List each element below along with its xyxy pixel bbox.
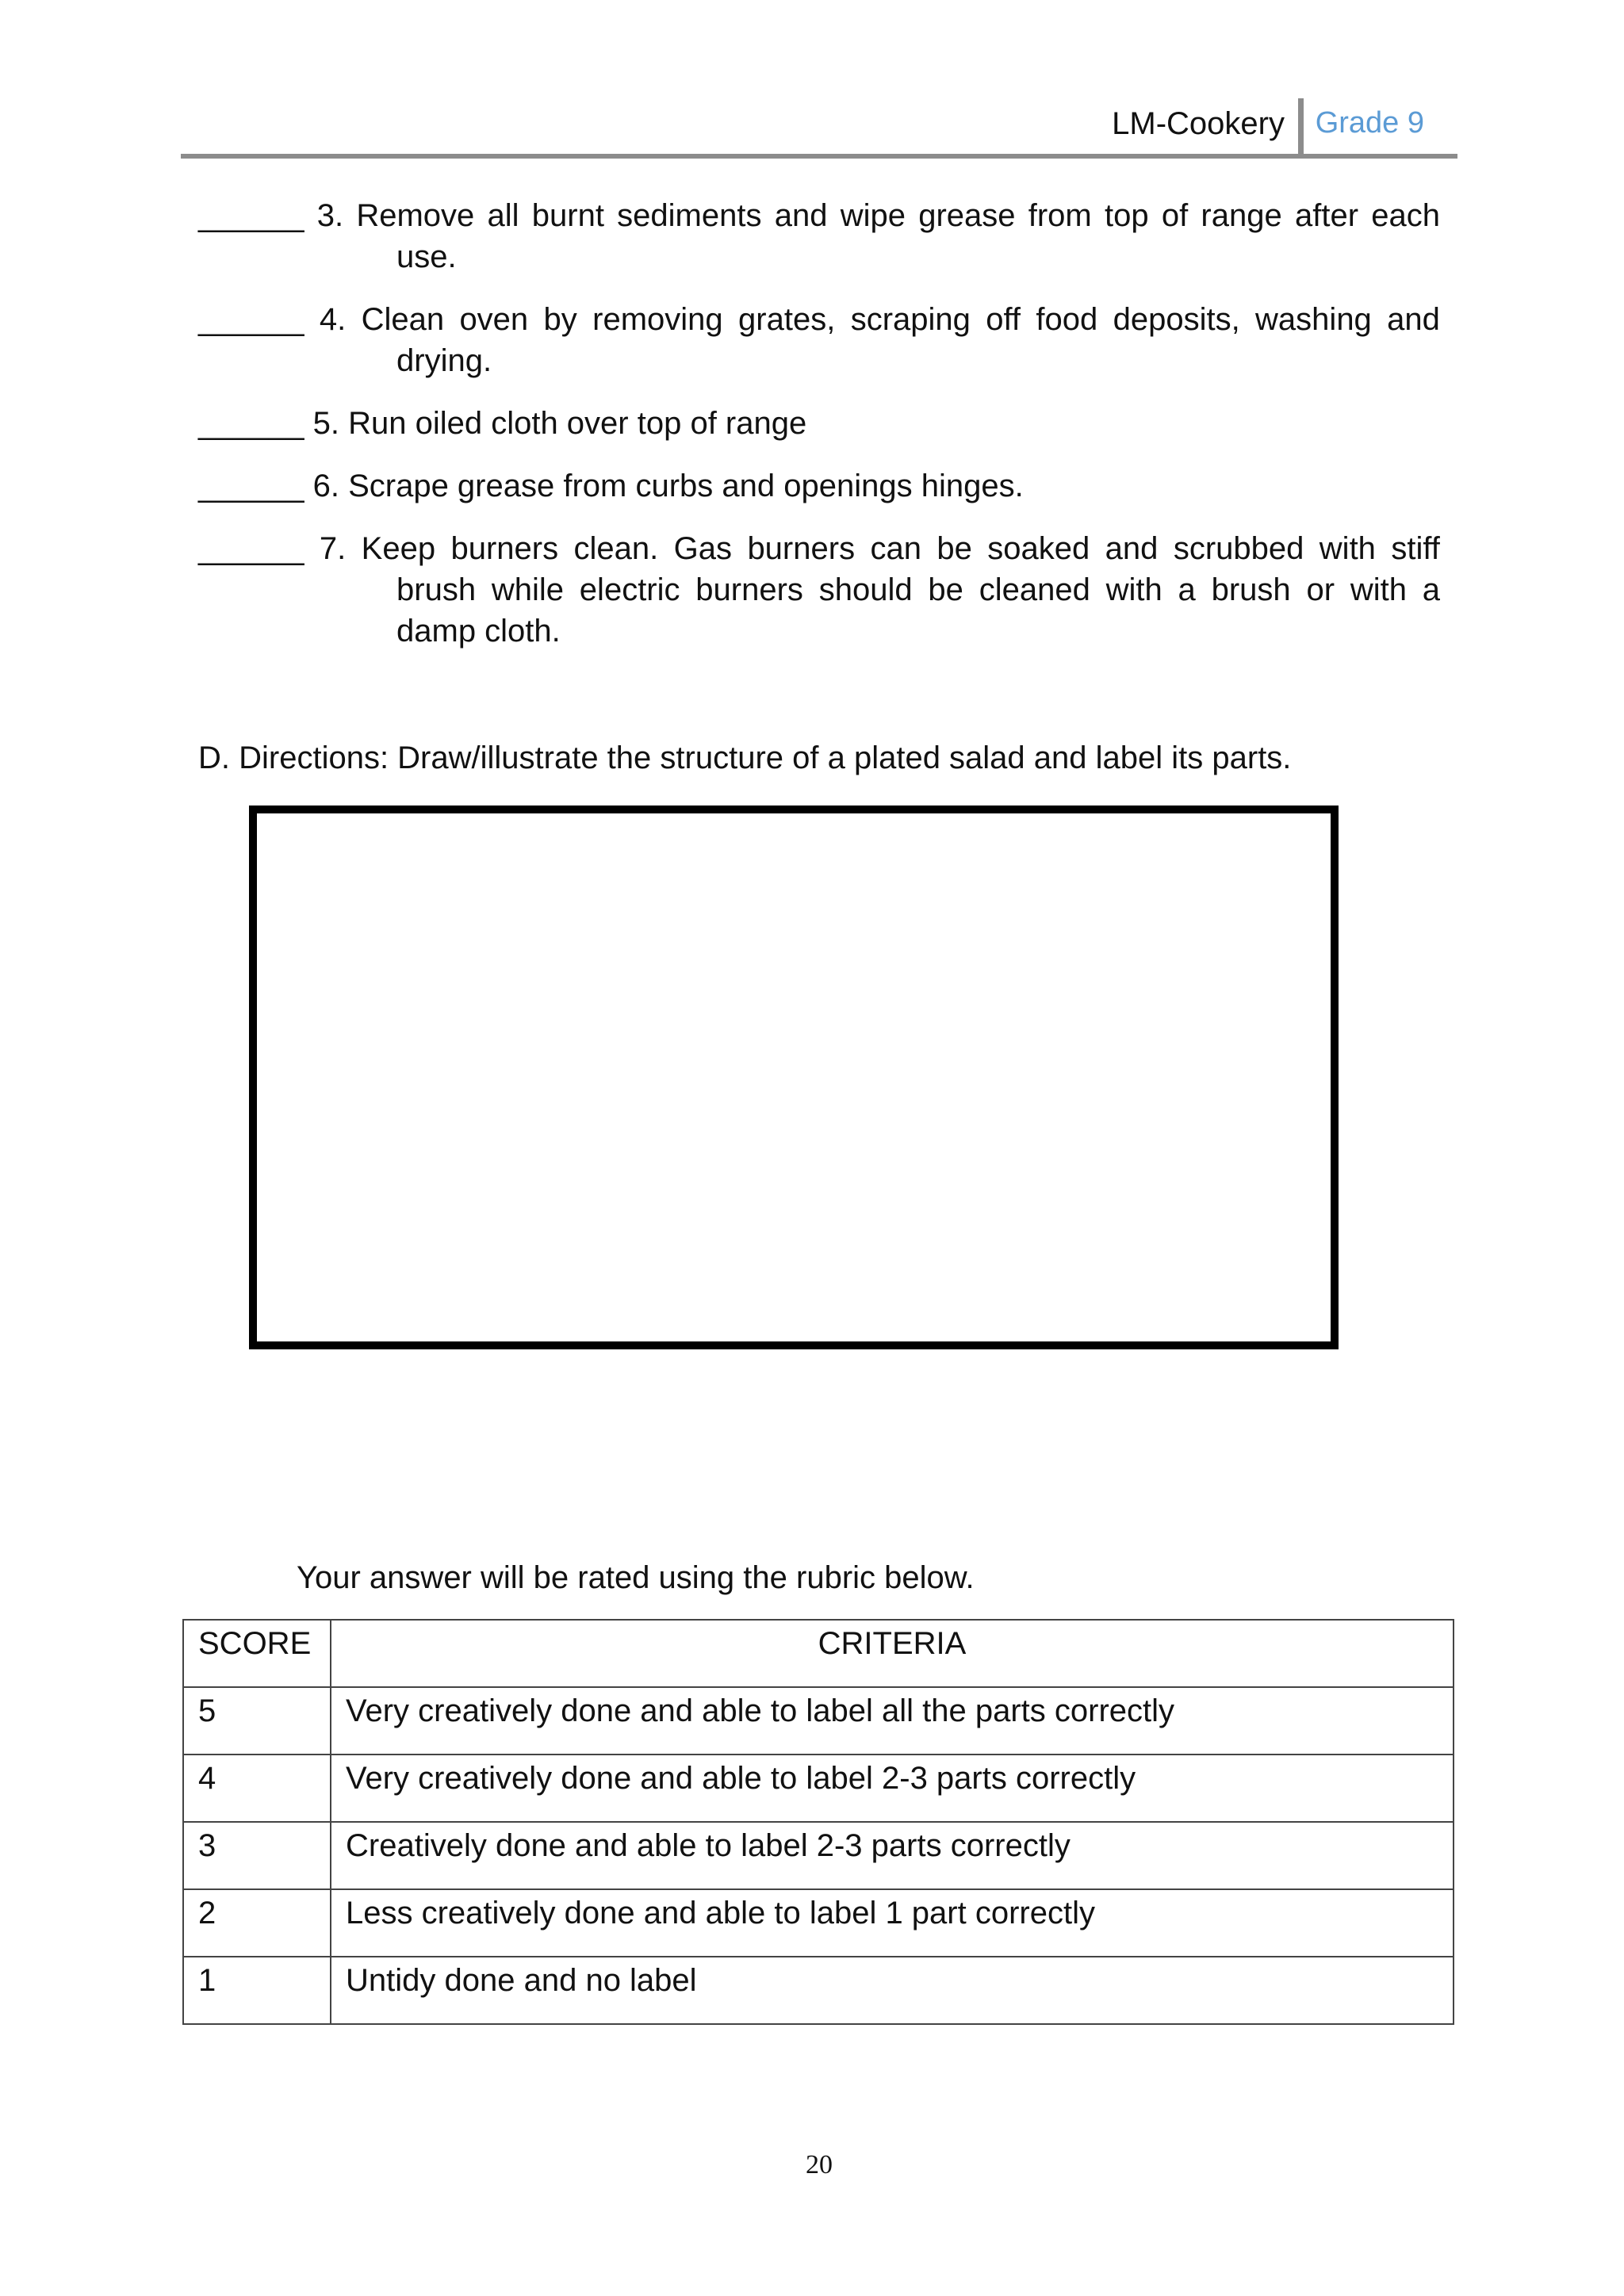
answer-blank[interactable]: ______ bbox=[198, 469, 304, 503]
list-item bbox=[198, 403, 1440, 444]
item-word: oven bbox=[459, 302, 529, 337]
item-text bbox=[304, 403, 312, 444]
item-word: grease bbox=[918, 198, 1016, 233]
item-word: all bbox=[487, 198, 519, 233]
score-cell: 2 bbox=[183, 1889, 331, 1957]
item-line bbox=[198, 528, 1440, 569]
item-word: deposits, bbox=[1113, 302, 1240, 337]
table-row bbox=[183, 1822, 1454, 1889]
item-word: 7. bbox=[319, 531, 347, 566]
criteria-cell: Very creatively done and able to label all the parts correctly bbox=[331, 1687, 1454, 1755]
item-word: with bbox=[1319, 531, 1376, 566]
cleaning-steps-list bbox=[198, 195, 1440, 673]
item-line bbox=[198, 403, 1440, 444]
item-word: and bbox=[1105, 531, 1159, 566]
header-rule bbox=[181, 154, 1457, 159]
item-word: scraping bbox=[850, 302, 971, 337]
item-continuation: brush while electric burners should be cleaned with a brush or with a bbox=[396, 572, 1440, 607]
rubric-table bbox=[182, 1619, 1454, 2025]
item-word: and bbox=[774, 198, 828, 233]
item-word: 4. bbox=[319, 302, 347, 337]
item-word: top bbox=[1104, 198, 1149, 233]
item-word: Keep bbox=[361, 531, 436, 566]
list-item bbox=[198, 528, 1440, 652]
score-header: SCORE bbox=[183, 1620, 331, 1687]
table-row bbox=[183, 1889, 1454, 1957]
list-item bbox=[198, 195, 1440, 277]
item-text: 5. Run oiled cloth over top of range bbox=[312, 406, 807, 441]
item-word: soaked bbox=[987, 531, 1090, 566]
item-word: range bbox=[1201, 198, 1282, 233]
item-word: burners bbox=[450, 531, 559, 566]
item-word: each bbox=[1371, 198, 1440, 233]
score-cell: 5 bbox=[183, 1687, 331, 1755]
item-continuation: drying. bbox=[396, 343, 492, 378]
item-text: 6. Scrape grease from curbs and openings hinges. bbox=[312, 469, 1024, 503]
answer-blank[interactable]: ______ bbox=[198, 198, 304, 233]
item-continuation: damp cloth. bbox=[396, 614, 561, 649]
score-cell: 1 bbox=[183, 1957, 331, 2024]
answer-blank[interactable]: ______ bbox=[198, 406, 304, 441]
answer-blank[interactable]: ______ bbox=[198, 302, 304, 337]
directions-text: D. Directions: Draw/illustrate the structure of a plated salad and label its parts. bbox=[198, 740, 1292, 775]
criteria-cell: Untidy done and no label bbox=[331, 1957, 1454, 2024]
table-header-row bbox=[183, 1620, 1454, 1687]
item-text bbox=[304, 465, 312, 507]
list-item bbox=[198, 299, 1440, 381]
item-word: of bbox=[1161, 198, 1189, 233]
item-word: burners bbox=[747, 531, 856, 566]
item-continuation: use. bbox=[396, 239, 457, 274]
item-word: 3. bbox=[316, 198, 344, 233]
score-cell: 3 bbox=[183, 1822, 331, 1889]
item-word: from bbox=[1028, 198, 1092, 233]
criteria-cell: Less creatively done and able to label 1 part correctly bbox=[331, 1889, 1454, 1957]
table-row bbox=[183, 1755, 1454, 1822]
item-word: off bbox=[986, 302, 1021, 337]
item-word: be bbox=[936, 531, 972, 566]
item-word: Gas bbox=[673, 531, 733, 566]
item-word: stiff bbox=[1391, 531, 1440, 566]
item-word: removing bbox=[592, 302, 723, 337]
item-word: food bbox=[1036, 302, 1098, 337]
item-word: sediments bbox=[617, 198, 762, 233]
header-title: LM-Cookery bbox=[1112, 106, 1285, 141]
item-line bbox=[198, 465, 1440, 507]
criteria-cell: Very creatively done and able to label 2-3 parts correctly bbox=[331, 1755, 1454, 1822]
page-number: 20 bbox=[806, 2150, 833, 2179]
item-word: wipe bbox=[840, 198, 906, 233]
table-row bbox=[183, 1957, 1454, 2024]
criteria-cell: Creatively done and able to label 2-3 parts correctly bbox=[331, 1822, 1454, 1889]
criteria-header: CRITERIA bbox=[331, 1620, 1454, 1687]
table-row bbox=[183, 1687, 1454, 1755]
item-line bbox=[198, 299, 1440, 340]
item-word: grates, bbox=[738, 302, 836, 337]
item-word: clean. bbox=[573, 531, 659, 566]
list-item bbox=[198, 465, 1440, 507]
rubric-intro: Your answer will be rated using the rubric below. bbox=[297, 1560, 975, 1595]
item-word: Remove bbox=[356, 198, 475, 233]
drawing-area[interactable] bbox=[249, 806, 1339, 1349]
item-word: Clean bbox=[361, 302, 445, 337]
item-line bbox=[198, 195, 1440, 236]
item-word: by bbox=[543, 302, 577, 337]
item-word: burnt bbox=[531, 198, 604, 233]
header-divider bbox=[1298, 98, 1304, 157]
item-word: and bbox=[1387, 302, 1440, 337]
page-header bbox=[181, 95, 1457, 159]
header-grade: Grade 9 bbox=[1315, 106, 1424, 140]
item-word: scrubbed bbox=[1173, 531, 1304, 566]
item-word: can bbox=[870, 531, 921, 566]
answer-blank[interactable]: ______ bbox=[198, 531, 304, 566]
score-cell: 4 bbox=[183, 1755, 331, 1822]
item-word: washing bbox=[1255, 302, 1372, 337]
item-word: after bbox=[1294, 198, 1359, 233]
